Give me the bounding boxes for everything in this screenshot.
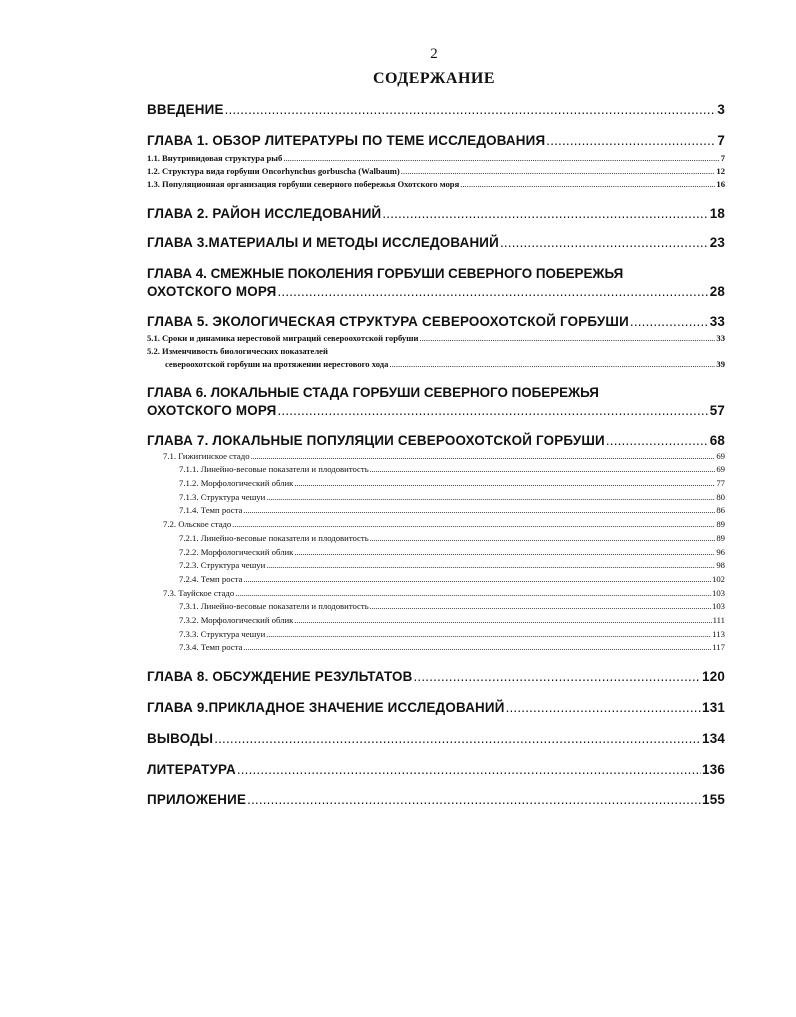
toc-entry-title: 7.2. Ольское стадо <box>163 519 232 529</box>
toc-entry-item-7-2-1[interactable] <box>179 533 725 543</box>
toc-entry-item-7-3-3[interactable] <box>179 629 725 639</box>
toc-entry-page: 33 <box>709 314 725 329</box>
toc-entry-page: 89 <box>716 533 725 543</box>
toc-entry-chapter-3[interactable] <box>147 235 725 250</box>
toc-entry-title: 1.1. Внутривидовая структура рыб <box>147 153 283 163</box>
toc-entry-title: ОХОТСКОГО МОРЯ <box>147 284 277 299</box>
toc-entry-chapter-9[interactable] <box>147 700 725 715</box>
toc-entry-page: 103 <box>711 601 725 611</box>
toc-entry-title: 7.2.2. Морфологический облик <box>179 547 294 557</box>
toc-entry-page: 111 <box>712 615 725 625</box>
toc-entry-page: 69 <box>716 451 725 461</box>
toc-entry-introduction[interactable] <box>147 102 725 117</box>
toc-entry-conclusions[interactable] <box>147 731 725 746</box>
toc-entry-title: ГЛАВА 5. ЭКОЛОГИЧЕСКАЯ СТРУКТУРА СЕВЕРООХОТСКОЙ ГОРБУШИ <box>147 314 629 329</box>
toc-entry-title: ВЫВОДЫ <box>147 731 214 746</box>
toc-entry-chapter-1[interactable] <box>147 133 725 148</box>
toc-entry-page: 28 <box>709 284 725 299</box>
toc-entry-section-7-3[interactable] <box>163 588 725 598</box>
toc-entry-section-1-2[interactable] <box>147 166 725 176</box>
toc-entry-page: 96 <box>716 547 725 557</box>
toc-entry-title: ПРИЛОЖЕНИЕ <box>147 792 247 807</box>
toc-entry-title: 1.3. Популяционная организация горбуши северного побережья Охотского моря <box>147 179 460 189</box>
toc-entry-title: 7.1.4. Темп роста <box>179 505 243 515</box>
toc-entry-item-7-2-4[interactable] <box>179 574 725 584</box>
toc-entry-page: 102 <box>711 574 725 584</box>
toc-entry-page: 57 <box>709 403 725 418</box>
toc-entry-page: 120 <box>702 669 725 684</box>
toc-entry-chapter-2[interactable] <box>147 206 725 221</box>
toc-entry-appendix[interactable] <box>147 792 725 807</box>
toc-entry-page: 136 <box>702 762 725 777</box>
toc-entry-page: 80 <box>716 492 725 502</box>
toc-entry-title: ВВЕДЕНИЕ <box>147 102 224 117</box>
toc-entry-title: 7.2.4. Темп роста <box>179 574 243 584</box>
toc-entry-references[interactable] <box>147 762 725 777</box>
toc-entry-page: 16 <box>716 179 725 189</box>
toc-entry-title: ОХОТСКОГО МОРЯ <box>147 403 277 418</box>
toc-entry-page: 113 <box>712 629 725 639</box>
toc-entry-page: 69 <box>716 464 725 474</box>
toc-entry-section-5-1[interactable] <box>147 333 725 343</box>
toc-entry-title: ГЛАВА 9.ПРИКЛАДНОЕ ЗНАЧЕНИЕ ИССЛЕДОВАНИЙ <box>147 700 505 715</box>
toc-entry-page: 23 <box>709 235 725 250</box>
toc-entry-title: 1.2. Структура вида горбуши Oncorhynchus gorbuscha (Walbaum) <box>147 166 400 176</box>
toc-entry-section-1-1[interactable] <box>147 153 725 163</box>
page-number: 2 <box>430 46 438 62</box>
toc-entry-page: 86 <box>716 505 725 515</box>
toc-entry-page: 155 <box>702 792 725 807</box>
toc-entry-section-5-2-line1[interactable]: 5.2. Изменчивость биологических показателей <box>147 346 328 356</box>
toc-entry-page: 7 <box>720 153 725 163</box>
toc-entry-title: 7.3.2. Морфологический облик <box>179 615 294 625</box>
toc-entry-title: ГЛАВА 7. ЛОКАЛЬНЫЕ ПОПУЛЯЦИИ СЕВЕРООХОТСКОЙ ГОРБУШИ <box>147 433 605 448</box>
toc-entry-page: 89 <box>716 519 725 529</box>
toc-entry-title: 7.1.3. Структура чешуи <box>179 492 266 502</box>
toc-entry-item-7-3-2[interactable] <box>179 615 725 625</box>
toc-entry-title: ГЛАВА 3.МАТЕРИАЛЫ И МЕТОДЫ ИССЛЕДОВАНИЙ <box>147 235 499 250</box>
toc-entry-section-7-2[interactable] <box>163 519 725 529</box>
toc-entry-title: 7.3. Тауйское стадо <box>163 588 235 598</box>
toc-entry-item-7-3-4[interactable] <box>179 642 725 652</box>
toc-entry-title: 7.1. Гижигинское стадо <box>163 451 250 461</box>
toc-entry-page: 117 <box>712 642 725 652</box>
toc-entry-chapter-4-line1[interactable]: ГЛАВА 4. СМЕЖНЫЕ ПОКОЛЕНИЯ ГОРБУШИ СЕВЕРНОГО ПОБЕРЕЖЬЯ <box>147 266 624 281</box>
toc-entry-title: 7.1.1. Линейно-весовые показатели и плодовитость <box>179 464 369 474</box>
toc-entry-page: 39 <box>716 359 725 369</box>
toc-entry-section-1-3[interactable] <box>147 179 725 189</box>
toc-entry-title: ГЛАВА 8. ОБСУЖДЕНИЕ РЕЗУЛЬТАТОВ <box>147 669 413 684</box>
toc-entry-chapter-4[interactable] <box>147 284 725 299</box>
toc-entry-page: 68 <box>709 433 725 448</box>
toc-entry-item-7-1-3[interactable] <box>179 492 725 502</box>
toc-entry-page: 33 <box>716 333 725 343</box>
toc-entry-chapter-6-line1[interactable]: ГЛАВА 6. ЛОКАЛЬНЫЕ СТАДА ГОРБУШИ СЕВЕРНОГО ПОБЕРЕЖЬЯ <box>147 385 599 400</box>
toc-entry-title: 7.3.1. Линейно-весовые показатели и плодовитость <box>179 601 369 611</box>
toc-entry-item-7-1-2[interactable] <box>179 478 725 488</box>
toc-entry-section-7-1[interactable] <box>163 451 725 461</box>
toc-entry-chapter-7[interactable] <box>147 433 725 448</box>
toc-entry-title: 7.1.2. Морфологический облик <box>179 478 294 488</box>
toc-entry-title: ГЛАВА 1. ОБЗОР ЛИТЕРАТУРЫ ПО ТЕМЕ ИССЛЕДОВАНИЯ <box>147 133 546 148</box>
toc-entry-title: североохотской горбуши на протяжении нерестового хода <box>165 359 389 369</box>
toc-entry-item-7-3-1[interactable] <box>179 601 725 611</box>
toc-entry-page: 77 <box>716 478 725 488</box>
toc-entry-title: ЛИТЕРАТУРА <box>147 762 236 777</box>
toc-entry-chapter-5[interactable] <box>147 314 725 329</box>
toc-entry-title: 7.2.3. Структура чешуи <box>179 560 266 570</box>
page-title: СОДЕРЖАНИЕ <box>372 70 496 87</box>
toc-entry-page: 3 <box>717 102 725 117</box>
toc-entry-page: 7 <box>717 133 725 148</box>
toc-entry-section-5-2[interactable] <box>165 359 725 369</box>
toc-entry-chapter-8[interactable] <box>147 669 725 684</box>
toc-entry-page: 12 <box>716 166 725 176</box>
toc-entry-title: ГЛАВА 2. РАЙОН ИССЛЕДОВАНИЙ <box>147 206 382 221</box>
toc-entry-chapter-6[interactable] <box>147 403 725 418</box>
toc-entry-title: 7.2.1. Линейно-весовые показатели и плодовитость <box>179 533 369 543</box>
toc-entry-item-7-2-3[interactable] <box>179 560 725 570</box>
toc-entry-page: 134 <box>702 731 725 746</box>
toc-entry-page: 98 <box>716 560 725 570</box>
toc-entry-title: 5.1. Сроки и динамика нерестовой миграций североохотской горбуши <box>147 333 419 343</box>
toc-entry-title: 7.3.3. Структура чешуи <box>179 629 266 639</box>
toc-entry-item-7-2-2[interactable] <box>179 547 725 557</box>
toc-entry-item-7-1-4[interactable] <box>179 505 725 515</box>
toc-entry-item-7-1-1[interactable] <box>179 464 725 474</box>
toc-entry-page: 103 <box>711 588 725 598</box>
toc-entry-page: 18 <box>709 206 725 221</box>
toc-entry-page: 131 <box>702 700 725 715</box>
toc-entry-title: 7.3.4. Темп роста <box>179 642 243 652</box>
